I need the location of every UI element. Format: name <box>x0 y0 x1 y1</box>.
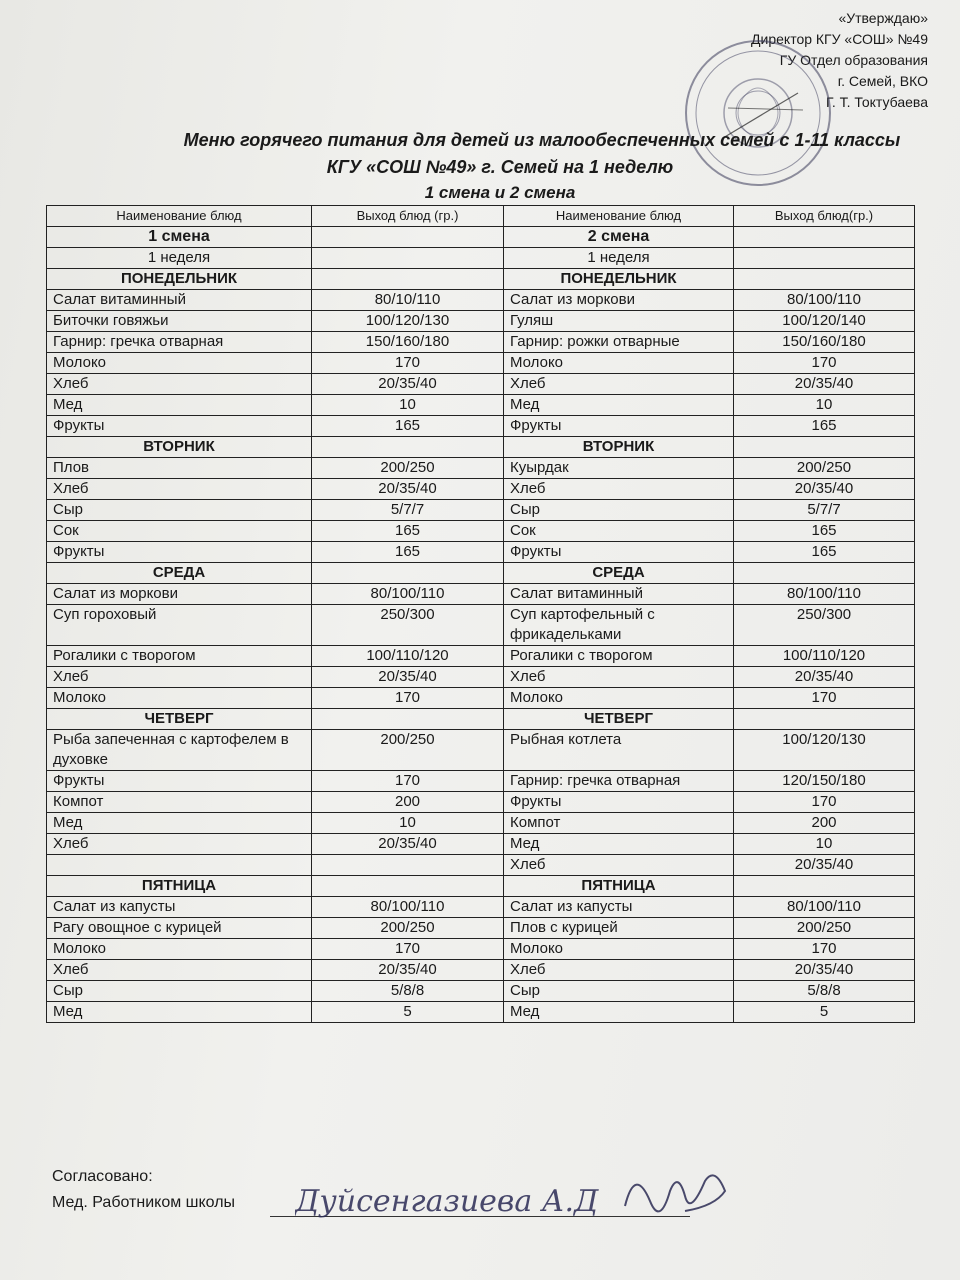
dish-name-shift-2: Фрукты <box>504 542 734 563</box>
empty-cell <box>734 437 915 458</box>
portion-shift-2: 170 <box>734 939 915 960</box>
portion-shift-1: 100/120/130 <box>312 311 504 332</box>
portion-shift-1: 20/35/40 <box>312 960 504 981</box>
dish-name-shift-1: Сок <box>47 521 312 542</box>
portion-shift-2: 80/100/110 <box>734 290 915 311</box>
empty-cell <box>312 876 504 897</box>
portion-shift-2: 200/250 <box>734 918 915 939</box>
dish-name-shift-2: Сыр <box>504 500 734 521</box>
portion-shift-1: 10 <box>312 395 504 416</box>
table-row <box>47 290 915 311</box>
dish-name-shift-2: Рыбная котлета <box>504 730 734 771</box>
dish-name-shift-1: Хлеб <box>47 667 312 688</box>
day-label: ЧЕТВЕРГ <box>47 709 312 730</box>
day-label: ПЯТНИЦА <box>47 876 312 897</box>
dish-name-shift-2: Хлеб <box>504 667 734 688</box>
table-row <box>47 667 915 688</box>
table-row <box>47 981 915 1002</box>
portion-shift-2: 100/120/140 <box>734 311 915 332</box>
portion-shift-1: 165 <box>312 416 504 437</box>
dish-name-shift-1: Молоко <box>47 353 312 374</box>
dish-name-shift-1: Хлеб <box>47 374 312 395</box>
menu-title-line-3: 1 смена и 2 смена <box>424 183 576 202</box>
approval-line-3: ГУ Отдел образования <box>779 52 928 68</box>
dish-name-shift-2: Фрукты <box>504 416 734 437</box>
dish-name-shift-1: Салат из моркови <box>47 584 312 605</box>
agreed-label: Согласовано: <box>52 1168 153 1185</box>
dish-name-shift-2: Фрукты <box>504 792 734 813</box>
dish-name-shift-1: Сыр <box>47 981 312 1002</box>
portion-shift-2: 170 <box>734 353 915 374</box>
menu-title-line-2: КГУ «СОШ №49» г. Семей на 1 неделю <box>326 157 674 177</box>
dish-name-shift-1: Суп гороховый <box>47 605 312 646</box>
portion-shift-1: 20/35/40 <box>312 479 504 500</box>
portion-shift-1: 80/100/110 <box>312 584 504 605</box>
dish-name-shift-1: Рагу овощное с курицей <box>47 918 312 939</box>
table-row <box>47 855 915 876</box>
portion-shift-1: 170 <box>312 771 504 792</box>
portion-shift-2: 120/150/180 <box>734 771 915 792</box>
shift-1-label: 1 смена <box>47 227 312 248</box>
empty-cell <box>312 563 504 584</box>
day-label: СРЕДА <box>47 563 312 584</box>
portion-shift-2: 10 <box>734 834 915 855</box>
portion-shift-2: 165 <box>734 521 915 542</box>
week-row <box>47 248 915 269</box>
portion-shift-1: 100/110/120 <box>312 646 504 667</box>
dish-name-shift-1: Мед <box>47 395 312 416</box>
table-row <box>47 353 915 374</box>
table-row <box>47 897 915 918</box>
header-dish-name-1: Наименование блюд <box>47 206 312 227</box>
portion-shift-2: 100/110/120 <box>734 646 915 667</box>
portion-shift-1: 170 <box>312 939 504 960</box>
table-row <box>47 542 915 563</box>
empty-cell <box>734 269 915 290</box>
day-row-thu <box>47 709 915 730</box>
dish-name-shift-1: Салат из капусты <box>47 897 312 918</box>
day-label: ВТОРНИК <box>504 437 734 458</box>
dish-name-shift-2: Молоко <box>504 939 734 960</box>
portion-shift-2: 5/8/8 <box>734 981 915 1002</box>
table-row <box>47 374 915 395</box>
empty-cell <box>734 709 915 730</box>
portion-shift-2: 20/35/40 <box>734 667 915 688</box>
dish-name-shift-2: Рогалики с творогом <box>504 646 734 667</box>
portion-shift-2: 165 <box>734 416 915 437</box>
dish-name-shift-2: Хлеб <box>504 479 734 500</box>
table-row <box>47 918 915 939</box>
svg-text:Дуйсенгазиева А.Д: Дуйсенгазиева А.Д <box>295 1184 599 1219</box>
portion-shift-1: 170 <box>312 353 504 374</box>
dish-name-shift-1: Сыр <box>47 500 312 521</box>
dish-name-shift-1: Рогалики с творогом <box>47 646 312 667</box>
portion-shift-2: 100/120/130 <box>734 730 915 771</box>
portion-shift-1: 200/250 <box>312 918 504 939</box>
dish-name-shift-2: Сок <box>504 521 734 542</box>
portion-shift-1: 150/160/180 <box>312 332 504 353</box>
portion-shift-1: 200/250 <box>312 730 504 771</box>
day-row-tue <box>47 437 915 458</box>
table-row <box>47 939 915 960</box>
portion-shift-1: 20/35/40 <box>312 834 504 855</box>
dish-name-shift-2: Хлеб <box>504 855 734 876</box>
shift-2-label: 2 смена <box>504 227 734 248</box>
approval-line-1: «Утверждаю» <box>838 10 928 26</box>
day-row-wed <box>47 563 915 584</box>
dish-name-shift-1: Салат витаминный <box>47 290 312 311</box>
approval-line-5: Г. Т. Токтубаева <box>825 94 928 110</box>
table-row <box>47 688 915 709</box>
table-row <box>47 500 915 521</box>
table-row <box>47 311 915 332</box>
approval-line-2: Директор КГУ «СОШ» №49 <box>751 31 928 47</box>
portion-shift-2: 20/35/40 <box>734 855 915 876</box>
header-portion-1: Выход блюд (гр.) <box>312 206 504 227</box>
dish-name-shift-2: Плов с курицей <box>504 918 734 939</box>
dish-name-shift-1: Мед <box>47 813 312 834</box>
dish-name-shift-2: Гарнир: гречка отварная <box>504 771 734 792</box>
approval-footer <box>52 1164 235 1216</box>
portion-shift-1: 20/35/40 <box>312 667 504 688</box>
dish-name-shift-2: Молоко <box>504 688 734 709</box>
empty-cell <box>312 248 504 269</box>
portion-shift-1: 170 <box>312 688 504 709</box>
menu-table <box>46 205 915 1023</box>
week-2-label: 1 неделя <box>504 248 734 269</box>
day-label: ПОНЕДЕЛЬНИК <box>504 269 734 290</box>
table-row <box>47 771 915 792</box>
portion-shift-2: 10 <box>734 395 915 416</box>
dish-name-shift-1: Хлеб <box>47 960 312 981</box>
portion-shift-2: 20/35/40 <box>734 960 915 981</box>
portion-shift-1: 165 <box>312 521 504 542</box>
dish-name-shift-2: Сыр <box>504 981 734 1002</box>
portion-shift-2: 5 <box>734 1002 915 1023</box>
dish-name-shift-1: Плов <box>47 458 312 479</box>
dish-name-shift-1: Биточки говяжьи <box>47 311 312 332</box>
day-row-mon <box>47 269 915 290</box>
portion-shift-1: 5/8/8 <box>312 981 504 1002</box>
table-row <box>47 458 915 479</box>
week-1-label: 1 неделя <box>47 248 312 269</box>
day-row-fri <box>47 876 915 897</box>
portion-shift-2: 80/100/110 <box>734 584 915 605</box>
dish-name-shift-2: Мед <box>504 395 734 416</box>
dish-name-shift-1: Молоко <box>47 939 312 960</box>
empty-cell <box>312 437 504 458</box>
empty-cell <box>312 269 504 290</box>
portion-shift-1: 200 <box>312 792 504 813</box>
dish-name-shift-2: Мед <box>504 834 734 855</box>
dish-name-shift-2: Салат из капусты <box>504 897 734 918</box>
day-label: ПЯТНИЦА <box>504 876 734 897</box>
table-row <box>47 332 915 353</box>
empty-cell <box>734 563 915 584</box>
dish-name-shift-1: Фрукты <box>47 771 312 792</box>
dish-name-shift-2: Компот <box>504 813 734 834</box>
portion-shift-1: 20/35/40 <box>312 374 504 395</box>
dish-name-shift-2: Суп картофельный с фрикадельками <box>504 605 734 646</box>
dish-name-shift-2: Молоко <box>504 353 734 374</box>
empty-cell <box>734 248 915 269</box>
portion-shift-2: 170 <box>734 792 915 813</box>
empty-cell <box>734 876 915 897</box>
dish-name-shift-1: Мед <box>47 1002 312 1023</box>
dish-name-shift-2: Хлеб <box>504 374 734 395</box>
table-row <box>47 584 915 605</box>
portion-shift-1: 10 <box>312 813 504 834</box>
dish-name-shift-2: Салат витаминный <box>504 584 734 605</box>
portion-shift-1: 250/300 <box>312 605 504 646</box>
header-dish-name-2: Наименование блюд <box>504 206 734 227</box>
table-row <box>47 1002 915 1023</box>
table-row <box>47 521 915 542</box>
dish-name-shift-2: Гарнир: рожки отварные <box>504 332 734 353</box>
portion-shift-2: 20/35/40 <box>734 479 915 500</box>
dish-name-shift-2: Хлеб <box>504 960 734 981</box>
table-row <box>47 395 915 416</box>
portion-shift-2: 165 <box>734 542 915 563</box>
day-label: ЧЕТВЕРГ <box>504 709 734 730</box>
empty-cell <box>312 227 504 248</box>
portion-shift-1: 165 <box>312 542 504 563</box>
portion-shift-2: 200 <box>734 813 915 834</box>
dish-name-shift-2: Гуляш <box>504 311 734 332</box>
portion-shift-1: 80/10/110 <box>312 290 504 311</box>
portion-shift-2: 20/35/40 <box>734 374 915 395</box>
dish-name-shift-2: Куырдак <box>504 458 734 479</box>
portion-shift-1: 5 <box>312 1002 504 1023</box>
portion-shift-1: 200/250 <box>312 458 504 479</box>
table-row <box>47 960 915 981</box>
menu-title-line-1: Меню горячего питания для детей из малообеспеченных семей с 1-11 классы <box>183 130 901 150</box>
dish-name-shift-1: Фрукты <box>47 416 312 437</box>
dish-name-shift-1: Хлеб <box>47 834 312 855</box>
portion-shift-1: 80/100/110 <box>312 897 504 918</box>
portion-shift-1 <box>312 855 504 876</box>
dish-name-shift-1: Рыба запеченная с картофелем в духовке <box>47 730 312 771</box>
portion-shift-2: 150/160/180 <box>734 332 915 353</box>
approval-line-4: г. Семей, ВКО <box>837 73 928 89</box>
day-label: ВТОРНИК <box>47 437 312 458</box>
portion-shift-2: 170 <box>734 688 915 709</box>
day-label: ПОНЕДЕЛЬНИК <box>47 269 312 290</box>
dish-name-shift-1: Фрукты <box>47 542 312 563</box>
dish-name-shift-2: Салат из моркови <box>504 290 734 311</box>
table-row <box>47 479 915 500</box>
portion-shift-1: 5/7/7 <box>312 500 504 521</box>
table-row <box>47 605 915 646</box>
portion-shift-2: 250/300 <box>734 605 915 646</box>
table-row <box>47 730 915 771</box>
header-portion-2: Выход блюд(гр.) <box>734 206 915 227</box>
portion-shift-2: 80/100/110 <box>734 897 915 918</box>
table-row <box>47 416 915 437</box>
dish-name-shift-1: Хлеб <box>47 479 312 500</box>
table-row <box>47 813 915 834</box>
table-row <box>47 792 915 813</box>
portion-shift-2: 200/250 <box>734 458 915 479</box>
table-header-row <box>47 206 915 227</box>
empty-cell <box>312 709 504 730</box>
empty-cell <box>734 227 915 248</box>
dish-name-shift-2: Мед <box>504 1002 734 1023</box>
table-row <box>47 834 915 855</box>
dish-name-shift-1 <box>47 855 312 876</box>
medical-worker-label: Мед. Работником школы <box>52 1194 236 1211</box>
handwritten-signature <box>295 1166 745 1236</box>
portion-shift-2: 5/7/7 <box>734 500 915 521</box>
day-label: СРЕДА <box>504 563 734 584</box>
dish-name-shift-1: Молоко <box>47 688 312 709</box>
shift-row <box>47 227 915 248</box>
dish-name-shift-1: Компот <box>47 792 312 813</box>
dish-name-shift-1: Гарнир: гречка отварная <box>47 332 312 353</box>
table-row <box>47 646 915 667</box>
